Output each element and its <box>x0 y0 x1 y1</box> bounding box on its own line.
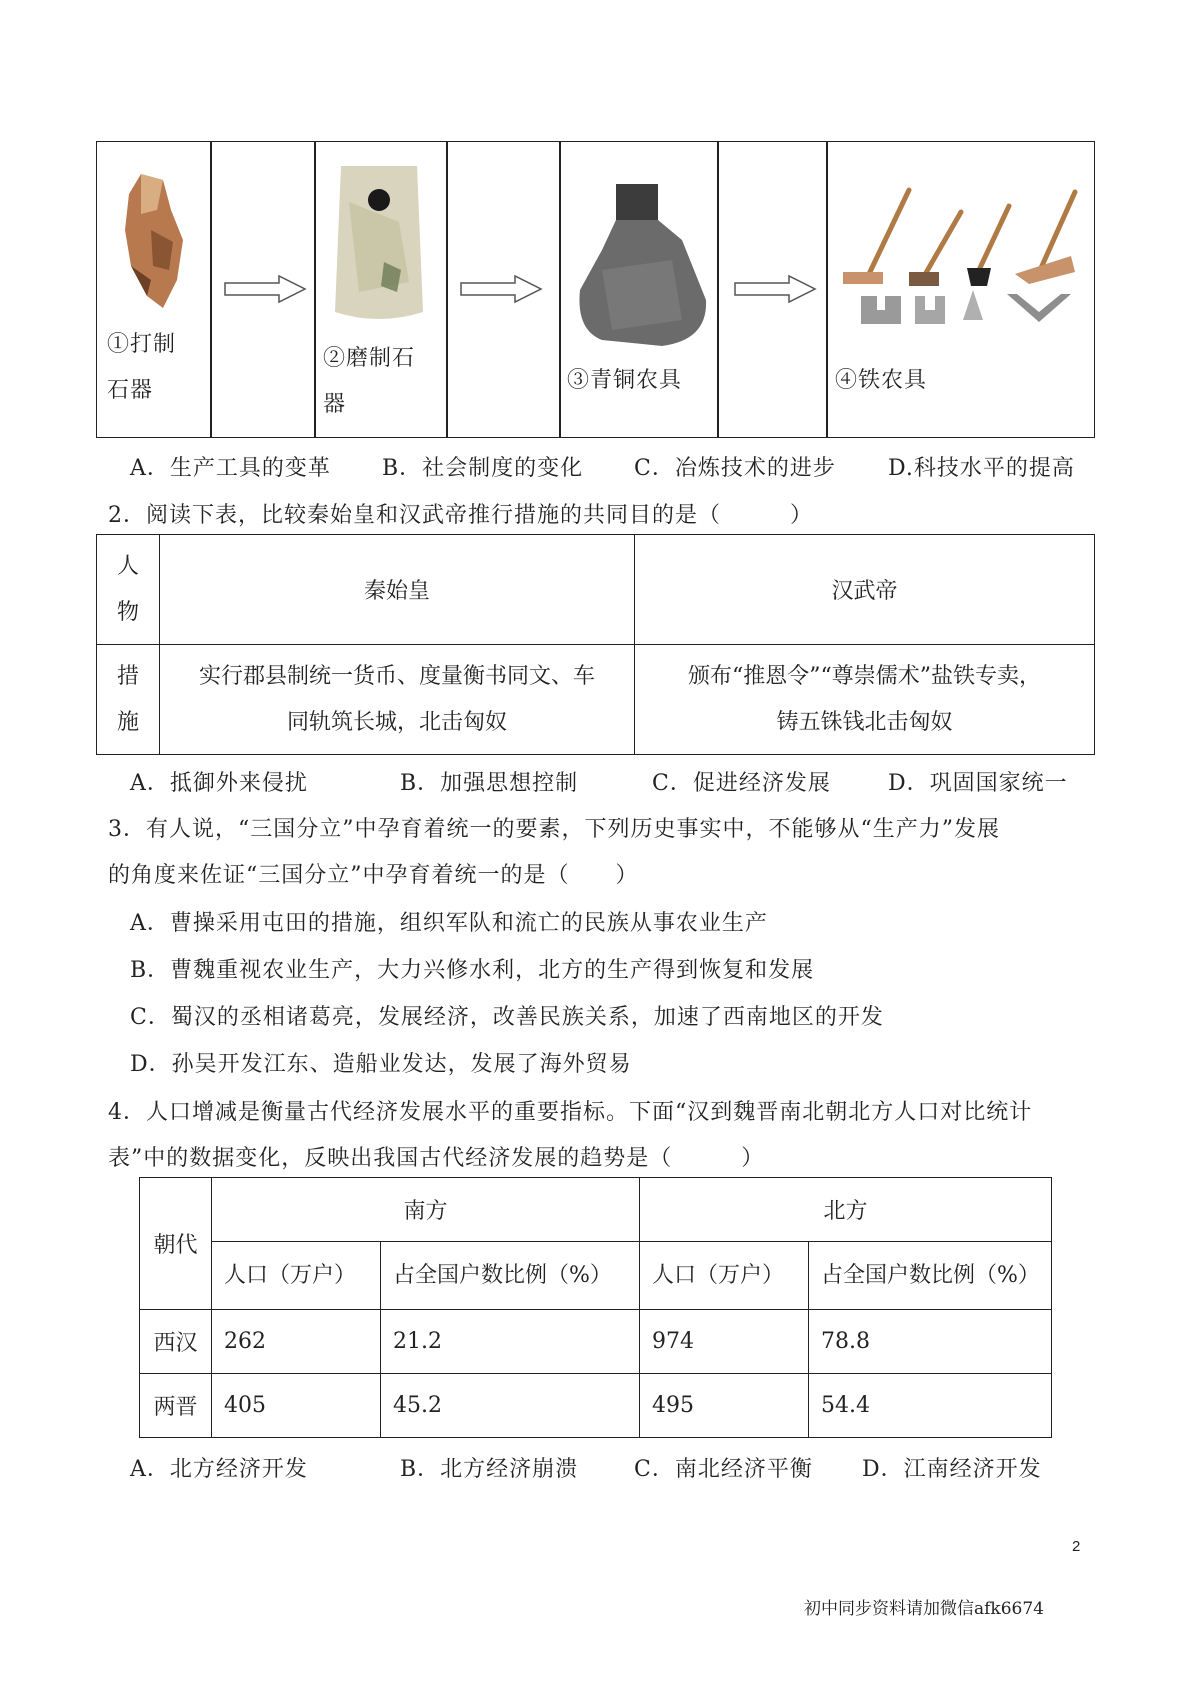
q2-measures-qin-line2: 同轨筑长城，北击匈奴 <box>286 709 507 735</box>
q2-col-hanwudi: 汉武帝 <box>635 535 1095 645</box>
q3-stem-line2: 的角度来佐证“三国分立”中孕育着统一的是（ ） <box>108 863 639 888</box>
q2-header-person-line1: 人 <box>116 553 139 579</box>
q1-option-b: B．社会制度的变化 <box>382 456 584 481</box>
arrow-right-icon <box>733 274 817 304</box>
q4-header-dynasty: 朝代 <box>140 1178 212 1310</box>
q4-header-south: 南方 <box>212 1178 640 1242</box>
q2-col-qinshihuang: 秦始皇 <box>160 535 635 645</box>
tool-2-label-line2: 器 <box>323 392 347 417</box>
arrow-right-icon <box>223 274 307 304</box>
q3-option-d: D．孙吴开发江东、造船业发达，发展了海外贸易 <box>130 1052 632 1077</box>
arrow-right-icon <box>459 274 543 304</box>
q2-measures-han-line2: 铸五铢钱北击匈奴 <box>776 709 953 735</box>
q3-stem-line1: 3．有人说，“三国分立”中孕育着统一的要素，下列历史事实中，不能够从“生产力”发展 <box>108 817 1000 842</box>
q4-header-north: 北方 <box>640 1178 1052 1242</box>
q4-option-b: B．北方经济崩溃 <box>400 1457 579 1482</box>
q4-option-a: A．北方经济开发 <box>130 1457 308 1482</box>
q1-option-a: A．生产工具的变革 <box>130 456 331 481</box>
iron-farm-tools-image <box>839 186 1087 336</box>
q2-header-measures-line2: 施 <box>116 709 139 735</box>
q4-row1-north-ratio: 78.8 <box>809 1310 1052 1374</box>
chipped-stone-tool-image <box>111 170 191 310</box>
q2-option-c: C．促进经济发展 <box>652 771 831 796</box>
q4-header-south-ratio: 占全国户数比例（%） <box>381 1242 640 1310</box>
q2-header-person-line2: 物 <box>116 599 139 625</box>
table-row <box>140 1310 1052 1374</box>
q2-measures-qin-line1: 实行郡县制统一货币、度量衡书同文、车 <box>198 663 595 689</box>
q4-row1-south-pop: 262 <box>212 1310 381 1374</box>
q2-comparison-table <box>96 534 1095 755</box>
q4-population-table <box>139 1177 1052 1438</box>
q3-option-c: C．蜀汉的丞相诸葛亮，发展经济，改善民族关系，加速了西南地区的开发 <box>130 1005 884 1030</box>
tool-2-label-line1: ②磨制石 <box>323 346 416 371</box>
footer-note: 初中同步资料请加微信afk6674 <box>804 1599 1044 1619</box>
q2-option-d: D．巩固国家统一 <box>888 771 1068 796</box>
q4-option-d: D．江南经济开发 <box>862 1457 1042 1482</box>
q3-option-b: B．曹魏重视农业生产，大力兴修水利，北方的生产得到恢复和发展 <box>130 958 815 983</box>
polished-stone-tool-image <box>329 162 429 327</box>
bronze-farm-tool-image <box>572 180 712 350</box>
q4-option-c: C．南北经济平衡 <box>634 1457 813 1482</box>
q2-measures-han-line1: 颁布“推恩令”“尊崇儒术”盐铁专卖， <box>688 663 1041 689</box>
page-number: 2 <box>1072 1538 1081 1555</box>
table-row <box>140 1374 1052 1438</box>
q4-row2-north-pop: 495 <box>640 1374 809 1438</box>
tool-1-label-line1: ①打制 <box>107 332 177 357</box>
q3-option-a: A．曹操采用屯田的措施，组织军队和流亡的民族从事农业生产 <box>130 911 768 936</box>
q4-stem-line2: 表”中的数据变化，反映出我国古代经济发展的趋势是（ ） <box>108 1146 765 1171</box>
q4-row2-north-ratio: 54.4 <box>809 1374 1052 1438</box>
q2-option-b: B．加强思想控制 <box>400 771 579 796</box>
tool-1-label-line2: 石器 <box>107 378 154 403</box>
q4-row1-south-ratio: 21.2 <box>381 1310 640 1374</box>
q1-option-c: C．冶炼技术的进步 <box>634 456 836 481</box>
q4-row1-dynasty: 西汉 <box>140 1310 212 1374</box>
q1-option-d: D.科技水平的提高 <box>888 456 1075 481</box>
q4-header-south-pop: 人口（万户） <box>212 1242 381 1310</box>
q4-header-north-ratio: 占全国户数比例（%） <box>809 1242 1052 1310</box>
q2-header-measures-line1: 措 <box>116 663 139 689</box>
q1-tools-table <box>96 141 1095 438</box>
tool-4-label: ④铁农具 <box>835 368 928 393</box>
q4-stem-line1: 4．人口增减是衡量古代经济发展水平的重要指标。下面“汉到魏晋南北朝北方人口对比统计 <box>108 1100 1033 1125</box>
q2-stem: 2．阅读下表，比较秦始皇和汉武帝推行措施的共同目的是（ ） <box>108 503 813 528</box>
q2-option-a: A．抵御外来侵扰 <box>130 771 308 796</box>
q4-row1-north-pop: 974 <box>640 1310 809 1374</box>
q4-row2-south-pop: 405 <box>212 1374 381 1438</box>
q4-row2-south-ratio: 45.2 <box>381 1374 640 1438</box>
q4-header-north-pop: 人口（万户） <box>640 1242 809 1310</box>
q4-row2-dynasty: 两晋 <box>140 1374 212 1438</box>
tool-3-label: ③青铜农具 <box>567 368 683 393</box>
